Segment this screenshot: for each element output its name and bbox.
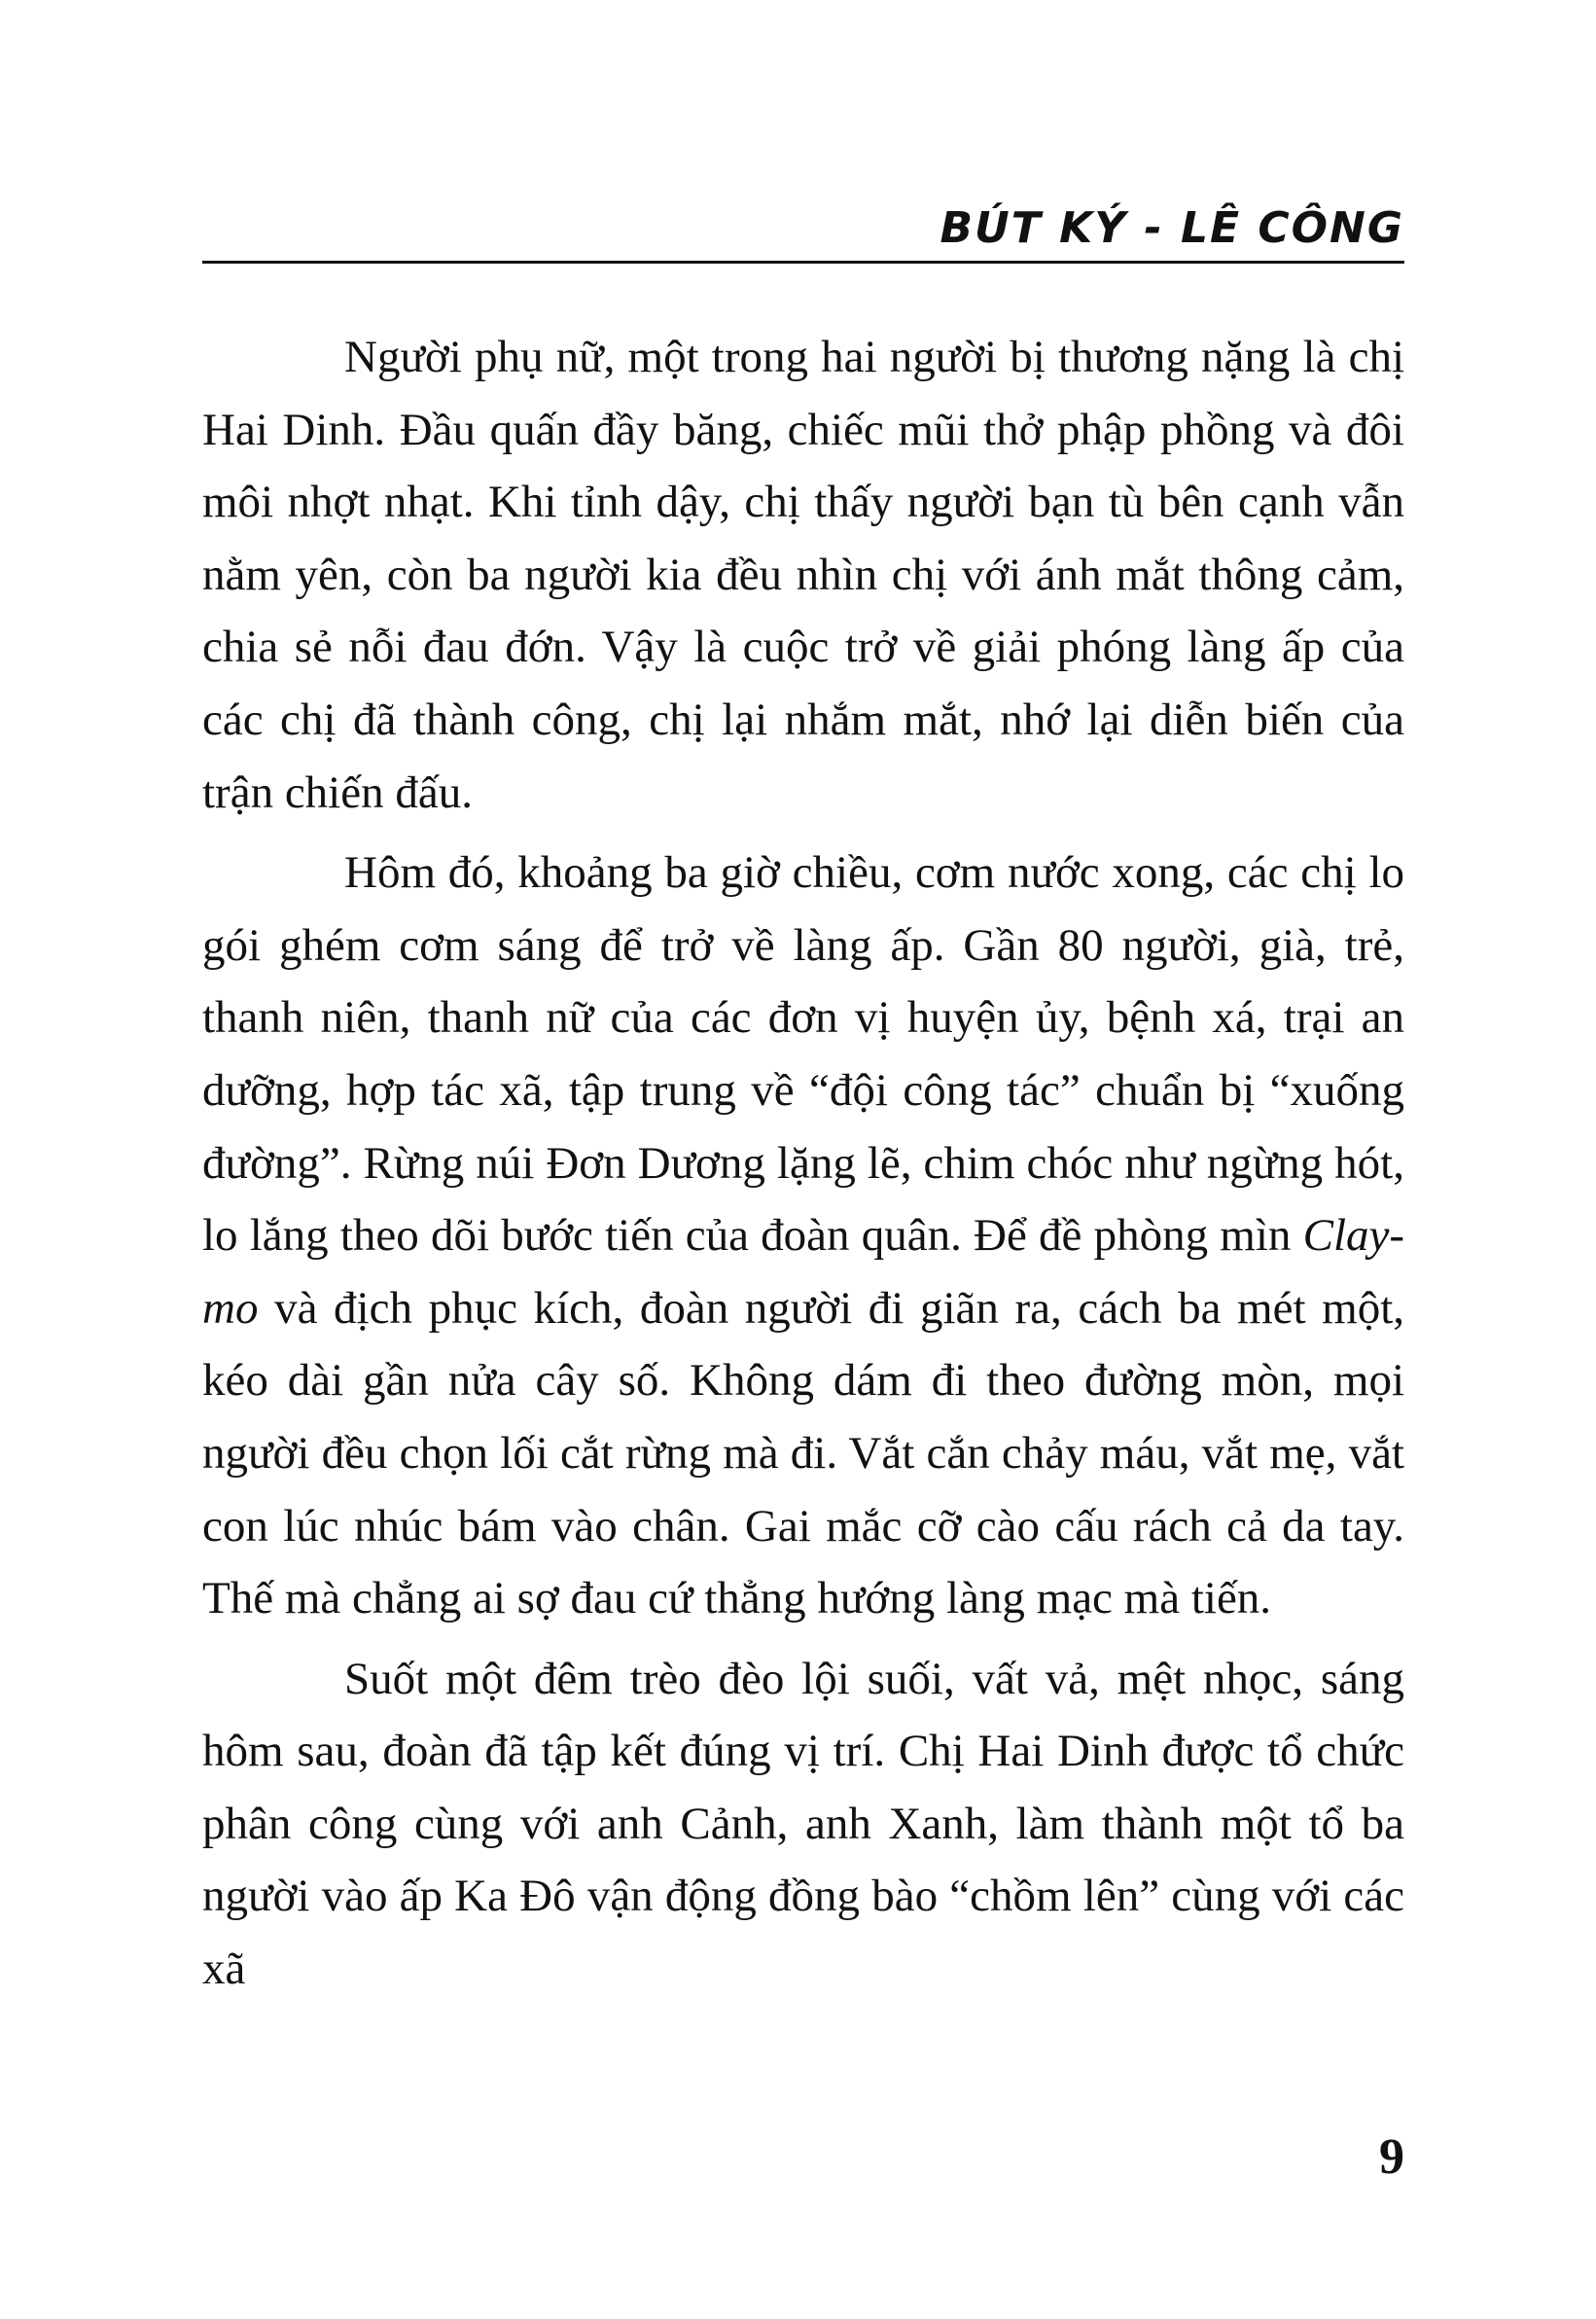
paragraph-2 (202, 837, 1404, 1635)
body-text (202, 321, 1404, 2006)
paragraph-1-text: Người phụ nữ, một trong hai người bị thương nặng là chị Hai Dinh. Đầu quấn đầy băng, chiếc mũi thở phập phồng và đôi môi nhợt nhạt. Khi tỉnh dậy, chị thấy người bạn tù bên cạnh vẫn nằm yên, còn ba người kia đều nhìn chị với ánh mắt thông cảm, chia sẻ nỗi đau đớn. Vậy là cuộc trở về giải phóng làng ấp của các chị đã thành công, chị lại nhắm mắt, nhớ lại diễn biến của trận chiến đấu. (202, 332, 1404, 818)
paragraph-3 (202, 1643, 1404, 2006)
paragraph-2-text-continued: và địch phục kích, đoàn người đi giãn ra, cách ba mét một, kéo dài gần nửa cây số. Không dám đi theo đường mòn, mọi người đều chọn lối cắt rừng mà đi. Vắt cắn chảy máu, vắt mẹ, vắt con lúc nhúc bám vào chân. Gai mắc cỡ cào cấu rách cả da tay. Thế mà chẳng ai sợ đau cứ thẳng hướng làng mạc mà tiến. (202, 1282, 1405, 1624)
running-head-title: BÚT KÝ - LÊ CÔNG (940, 203, 1404, 253)
header-rule (202, 261, 1404, 264)
paragraph-3-text: Suốt một đêm trèo đèo lội suối, vất vả, mệt nhọc, sáng hôm sau, đoàn đã tập kết đúng vị trí. Chị Hai Dinh được tổ chức phân công cùng với anh Cảnh, anh Xanh, làm thành một tổ ba người vào ấp Ka Đô vận động đồng bào “chồm lên” cùng với các xã (202, 1653, 1404, 1995)
paragraph-1 (202, 321, 1404, 829)
paragraph-2-text: Hôm đó, khoảng ba giờ chiều, cơm nước xong, các chị lo gói ghém cơm sáng để trở về làng ấp. Gần 80 người, già, trẻ, thanh niên, thanh nữ của các đơn vị huyện ủy, bệnh xá, trại an dưỡng, hợp tác xã, tập trung về “đội công tác” chuẩn bị “xuống đường”. Rừng núi Đơn Dương lặng lẽ, chim chóc như ngừng hót, lo lắng theo dõi bước tiến của đoàn quân. Để đề phòng mìn (202, 847, 1404, 1262)
page-number: 9 (1379, 2129, 1404, 2185)
paragraph-2-italic-term: Clay-mo (202, 1210, 1405, 1334)
